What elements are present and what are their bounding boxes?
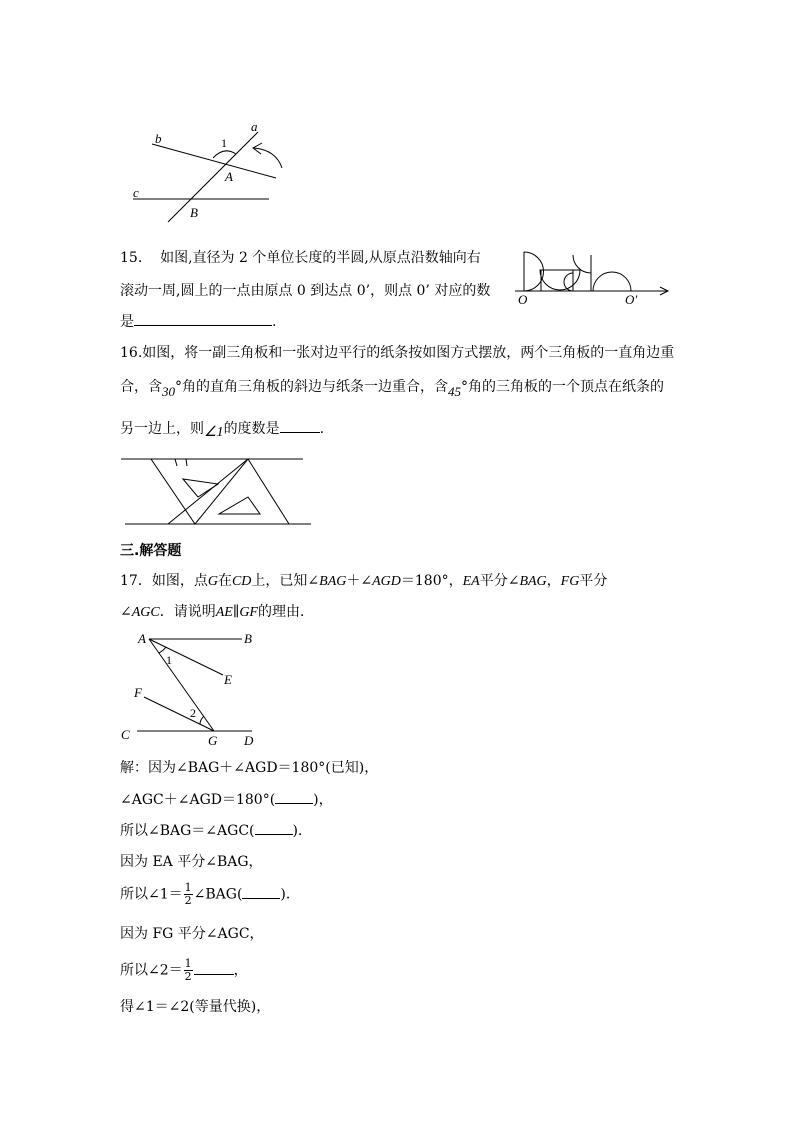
label-fig17-B: B	[244, 631, 252, 646]
angle-1-arc	[159, 647, 166, 653]
fraction-half-1	[184, 882, 193, 907]
q17-text-1d: ＋∠	[346, 573, 373, 589]
solution-3b: )．	[292, 823, 312, 839]
segment-AG	[149, 639, 214, 731]
label-fig17-2: 2	[190, 706, 196, 720]
label-fig17-C: C	[121, 727, 130, 742]
label-fig17-A: A	[138, 631, 146, 646]
label-fig17-E: E	[224, 672, 232, 687]
label-a: a	[251, 119, 258, 134]
label-c: c	[133, 185, 139, 200]
q15-text-1: 如图,直径为 2 个单位长度的半圆,从原点沿数轴向右	[160, 250, 481, 266]
solution-7b: ，	[233, 962, 248, 979]
q17-angle-BAG: BAG	[319, 574, 347, 589]
q17-text-1e: ＝180°，	[400, 573, 463, 589]
solution-blank-4[interactable]	[194, 960, 234, 975]
fraction-numerator-2: 1	[184, 957, 192, 970]
label-fig17-G: G	[208, 733, 218, 748]
q17-line-CD: CD	[231, 574, 252, 589]
solution-5c: )．	[280, 886, 300, 903]
solution-line-4: 因为 EA 平分∠BAG，	[120, 854, 263, 870]
q16-text-2c: °角的三角板的一个顶点在纸条的	[461, 379, 664, 395]
q17-text-1g: ，	[546, 573, 561, 589]
q17-text-2c: 的理由．	[257, 604, 314, 620]
label-fig17-D: D	[244, 733, 254, 748]
solution-line-6: 因为 FG 平分∠AGC，	[120, 926, 264, 942]
angle-2-arc	[200, 716, 204, 724]
solution-line-1: 解：因为∠BAG＋∠AGD＝180°(已知)，	[120, 760, 379, 776]
solution-line-7	[120, 958, 248, 986]
q17-text-1h: 平分	[579, 573, 608, 589]
q16-text-3a: 另一边上，则	[120, 421, 204, 437]
q17-text-1a: 17．如图，点	[120, 573, 208, 589]
solution-5a: 所以∠1＝	[120, 886, 183, 903]
label-B: B	[190, 205, 198, 220]
q17-text-2a: ∠	[120, 604, 132, 620]
ray-GF	[144, 697, 214, 731]
solution-blank-1[interactable]	[275, 789, 313, 804]
q17-angle-AGC: AGC	[131, 605, 160, 620]
q17-text-1f: 平分∠	[479, 573, 520, 589]
solution-blank-2[interactable]	[255, 820, 293, 835]
q17-line-GF: GF	[239, 605, 258, 620]
q17-text-1b: 在	[217, 573, 232, 589]
q16-text-3b: 的度数是	[223, 421, 280, 437]
label-angle-1: 1	[221, 136, 227, 150]
q17-text-2b: ．请说明	[159, 604, 216, 620]
ray-AE	[149, 639, 223, 675]
q17-line-AE: AE	[215, 605, 233, 620]
q16-end: .	[319, 421, 325, 437]
q17-text-1c: 上，已知∠	[251, 573, 320, 589]
solution-line-8: 得∠1＝∠2(等量代换)，	[120, 999, 271, 1015]
q15-end: .	[272, 314, 277, 330]
label-fig17-F: F	[134, 685, 142, 700]
fraction-denominator: 2	[184, 894, 192, 907]
q17-angle-BAG-2: BAG	[519, 574, 547, 589]
q16-angle-1: ∠1	[204, 425, 224, 440]
q15-text-3: 是	[120, 314, 134, 330]
section-3-title: 三.解答题	[120, 543, 182, 559]
q17-parallel-sign: ∥	[232, 604, 240, 620]
q17-ray-EA: EA	[462, 574, 480, 589]
label-fig17-1: 1	[166, 653, 172, 667]
q15-number: 15.	[120, 250, 143, 266]
label-origin-O: O	[518, 292, 528, 307]
q17-point-G: G	[207, 574, 218, 589]
solution-2a: ∠AGC＋∠AGD＝180°(	[120, 792, 276, 808]
q16-sub-30: 30	[162, 384, 175, 399]
label-O-prime: O′	[625, 292, 638, 307]
q16-sub-45: 45	[448, 384, 461, 399]
q17-ray-FG: FG	[560, 574, 580, 589]
fraction-half-2	[184, 958, 193, 983]
solution-2b: )，	[313, 792, 333, 808]
q15-text-2: 滚动一周,圆上的一点由原点 0 到达点 0’，则点 0’ 对应的数	[120, 283, 491, 299]
q16-text-2a: 合，含	[120, 379, 162, 395]
solution-line-5	[120, 882, 300, 910]
label-b: b	[155, 131, 162, 146]
solution-blank-3[interactable]	[242, 884, 280, 899]
solution-7a: 所以∠2＝	[120, 962, 183, 979]
fraction-denominator-2: 2	[184, 970, 192, 983]
q17-angle-AGD: AGD	[372, 574, 401, 589]
solution-3a: 所以∠BAG＝∠AGC(	[120, 823, 255, 839]
q16-text-1: 16.如图，将一副三角板和一张对边平行的纸条按如图方式摆放，两个三角板的一直角边重	[120, 345, 675, 361]
solution-5b: ∠BAG(	[193, 886, 243, 903]
solution-line-2	[120, 789, 333, 810]
label-A: A	[225, 169, 233, 184]
fraction-numerator: 1	[184, 881, 192, 894]
solution-line-3	[120, 820, 312, 841]
q16-text-2b: °角的直角三角板的斜边与纸条一边重合，含	[175, 379, 448, 395]
